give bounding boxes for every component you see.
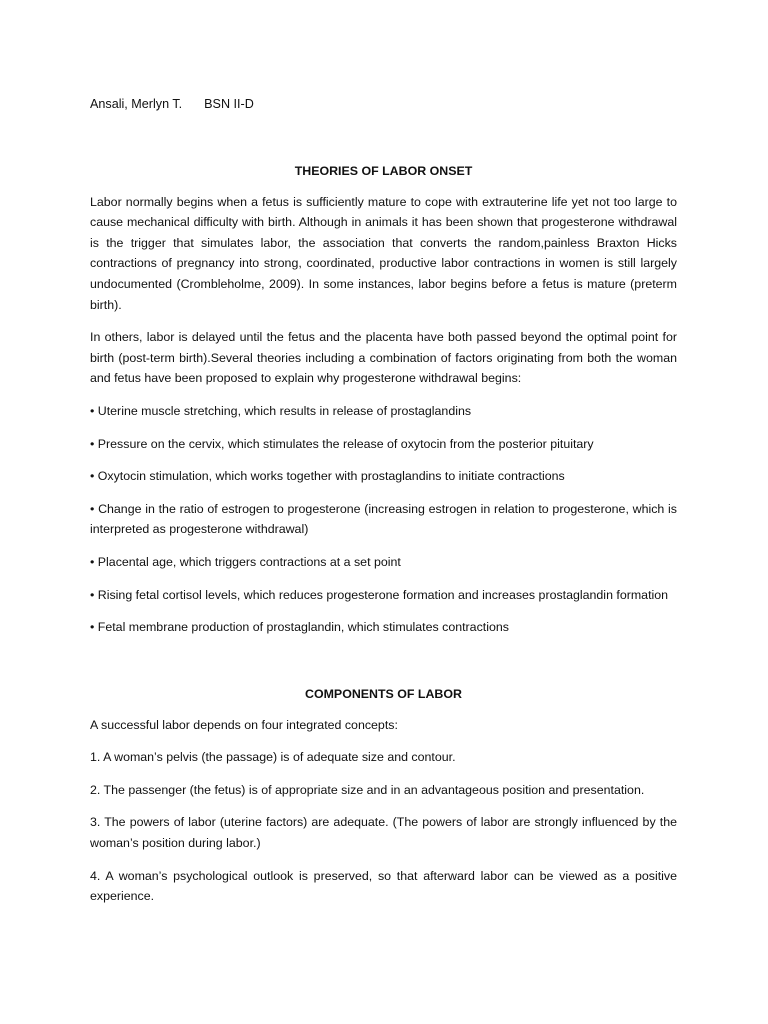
theories-list bbox=[90, 401, 677, 638]
list-item: 2. The passenger (the fetus) is of appropriate size and in an advantageous position and presentation. bbox=[90, 782, 645, 797]
list-item: • Placental age, which triggers contractions at a set point bbox=[90, 554, 401, 569]
list-item: 4. A woman’s psychological outlook is preserved, so that afterward labor can be viewed as a positive experience. bbox=[90, 868, 677, 904]
components-list bbox=[90, 747, 677, 907]
list-item: • Change in the ratio of estrogen to progesterone (increasing estrogen in relation to progesterone, which is interpreted as progesterone withdrawal) bbox=[90, 501, 677, 537]
list-item: • Fetal membrane production of prostaglandin, which stimulates contractions bbox=[90, 620, 509, 635]
section-title-components: COMPONENTS OF LABOR bbox=[305, 686, 462, 701]
student-header bbox=[90, 94, 677, 115]
list-item: • Oxytocin stimulation, which works together with prostaglandins to initiate contractions bbox=[90, 469, 565, 484]
list-item: • Uterine muscle stretching, which results in release of prostaglandins bbox=[90, 403, 472, 418]
student-program: BSN II-D bbox=[204, 97, 254, 111]
section-title-theories: THEORIES OF LABOR ONSET bbox=[294, 163, 473, 178]
list-item: 3. The powers of labor (uterine factors) are adequate. (The powers of labor are strongly influenced by the woman’s position during labor.) bbox=[90, 815, 677, 851]
document-page bbox=[90, 94, 677, 919]
paragraph: A successful labor depends on four integrated concepts: bbox=[90, 717, 398, 732]
list-item: 1. A woman’s pelvis (the passage) is of adequate size and contour. bbox=[90, 750, 456, 765]
student-name: Ansali, Merlyn T. bbox=[90, 97, 183, 111]
paragraph: Labor normally begins when a fetus is sufficiently mature to cope with extrauterine life yet not too large to cause mechanical difficulty with birth. Although in animals it has been shown that progesterone withdrawal is the trigger that simulates labor, the association that converts the random,painless Braxton Hicks contractions of pregnancy into strong, coordinated, productive labor contractions in women is still largely undocumented (Crombleholme, 2009). In some instances, labor begins before a fetus is mature (preterm birth). bbox=[90, 194, 677, 312]
list-item: • Pressure on the cervix, which stimulates the release of oxytocin from the posterior pituitary bbox=[90, 436, 594, 451]
section-spacer bbox=[90, 650, 677, 684]
list-item: • Rising fetal cortisol levels, which reduces progesterone formation and increases prostaglandin formation bbox=[90, 587, 669, 602]
paragraph: In others, labor is delayed until the fetus and the placenta have both passed beyond the optimal point for birth (post-term birth).Several theories including a combination of factors originating from both the woman and fetus have been proposed to explain why progesterone withdrawal begins: bbox=[90, 330, 677, 386]
